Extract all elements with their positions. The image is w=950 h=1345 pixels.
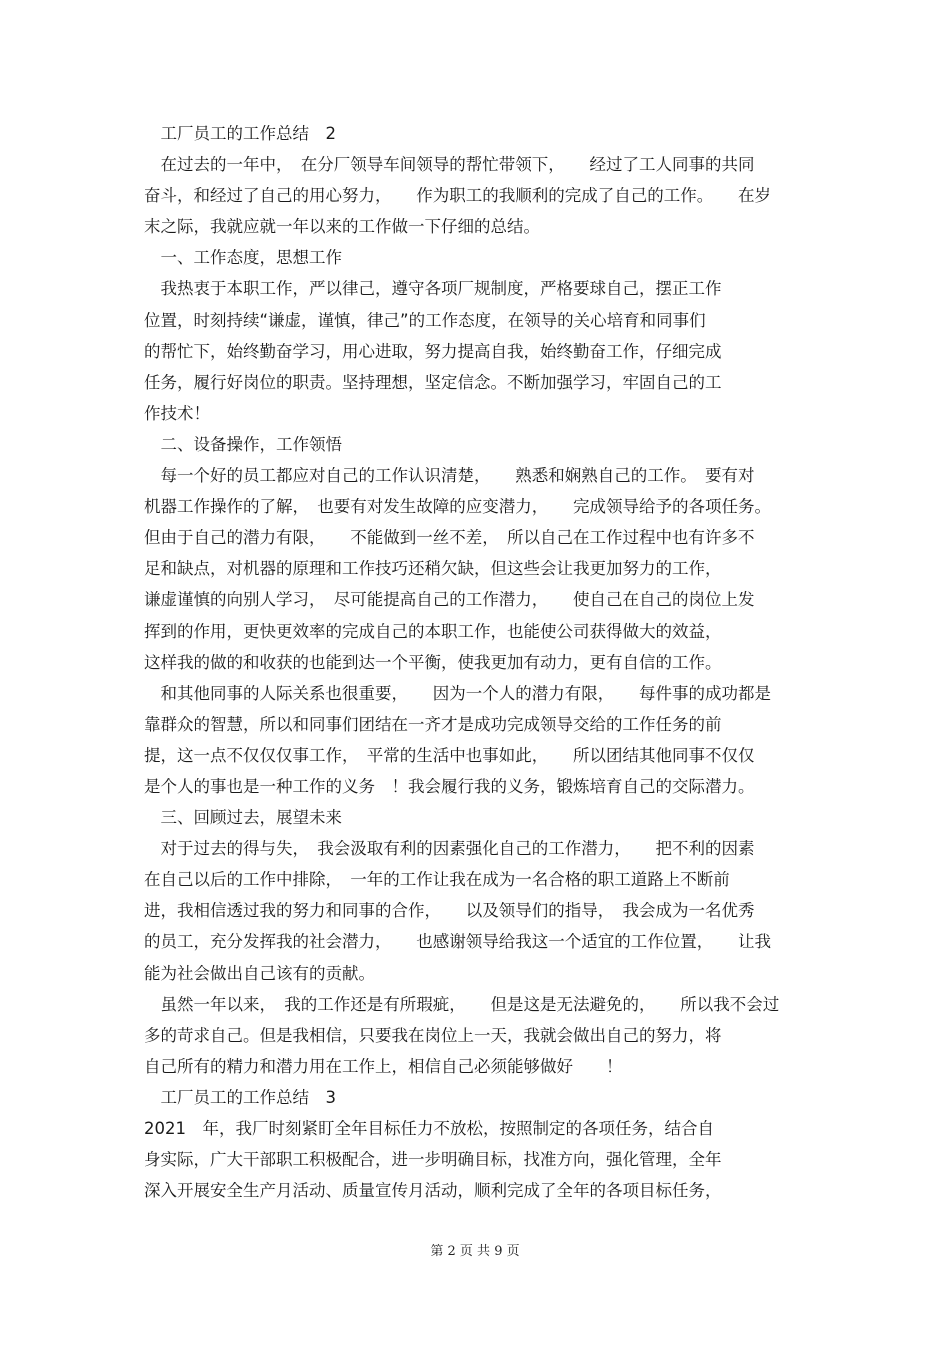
text-line: 虽然一年以来， 我的工作还是有所瑕疵， 但是这是无法避免的， 所以我不会过: [144, 994, 780, 1014]
text-line: 末之际，我就应就一年以来的工作做一下仔细的总结。: [144, 217, 540, 237]
text-line: 二、设备操作，工作领悟: [144, 434, 342, 454]
text-line: 提，这一点不仅仅仅事工作， 平常的生活中也事如此， 所以团结其他同事不仅仅: [144, 745, 755, 765]
text-line: 挥到的作用，更快更效率的完成自己的本职工作，也能使公司获得做大的效益，: [144, 621, 722, 641]
text-line: 2021 年，我厂时刻紧盯全年目标任力不放松，按照制定的各项任务，结合自: [144, 1119, 714, 1138]
document-body: [144, 118, 814, 1206]
text-line: 进，我相信透过我的努力和同事的合作， 以及领导们的指导， 我会成为一名优秀: [144, 901, 755, 921]
text-line: 这样我的做的和收获的也能到达一个平衡，使我更加有动力，更有自信的工作。: [144, 652, 722, 672]
text-line: 奋斗，和经过了自己的用心努力， 作为职工的我顺利的完成了自己的工作。 在岁: [144, 186, 771, 206]
text-line: 在自己以后的工作中排除， 一年的工作让我在成为一名合格的职工道路上不断前: [144, 870, 730, 890]
text-line: 谦虚谨慎的向别人学习， 尽可能提高自己的工作潜力， 使自己在自己的岗位上发: [144, 590, 755, 610]
text-line: 的员工，充分发挥我的社会潜力， 也感谢领导给我这一个适宜的工作位置， 让我: [144, 932, 771, 952]
text-line: 自己所有的精力和潜力用在工作上，相信自己必须能够做好 ！: [144, 1056, 623, 1076]
text-line: 任务，履行好岗位的职责。坚持理想，坚定信念。不断加强学习，牢固自己的工: [144, 372, 722, 392]
text-line: 能为社会做出自己该有的贡献。: [144, 963, 375, 983]
text-line: 身实际，广大干部职工积极配合，进一步明确目标，找准方向，强化管理，全年: [144, 1150, 722, 1170]
page-footer: 第 2 页 共 9 页: [430, 1244, 520, 1259]
text-line: 对于过去的得与失， 我会汲取有利的因素强化自己的工作潜力， 把不利的因素: [144, 839, 755, 859]
text-line: 深入开展安全生产月活动、质量宣传月活动，顺利完成了全年的各项目标任务，: [144, 1181, 722, 1201]
text-line: 一、工作态度，思想工作: [144, 248, 342, 268]
text-line: 三、回顾过去，展望未来: [144, 808, 342, 828]
text-line: 工厂员工的工作总结 3: [144, 1087, 336, 1107]
text-line: 作技术！: [144, 403, 210, 423]
text-line: 工厂员工的工作总结 2: [144, 124, 336, 143]
text-line: 多的苛求自己。但是我相信，只要我在岗位上一天，我就会做出自己的努力，将: [144, 1025, 722, 1045]
text-line: 靠群众的智慧，所以和同事们团结在一齐才是成功完成领导交给的工作任务的前: [144, 714, 722, 734]
text-line: 机器工作操作的了解， 也要有对发生故障的应变潜力， 完成领导给予的各项任务。: [144, 497, 771, 517]
text-line: 位置，时刻持续“谦虚，谨慎，律己”的工作态度，在领导的关心培育和同事们: [144, 310, 706, 330]
text-line: 足和缺点，对机器的原理和工作技巧还稍欠缺，但这些会让我更加努力的工作，: [144, 559, 722, 579]
text-line: 的帮忙下，始终勤奋学习，用心进取，努力提高自我，始终勤奋工作，仔细完成: [144, 341, 722, 361]
text-line: 每一个好的员工都应对自己的工作认识清楚， 熟悉和娴熟自己的工作。 要有对: [144, 466, 755, 486]
text-line: 在过去的一年中， 在分厂领导车间领导的帮忙带领下， 经过了工人同事的共同: [144, 155, 755, 175]
text-line: 我热衷于本职工作，严以律己，遵守各项厂规制度，严格要球自己，摆正工作: [144, 279, 722, 299]
text-line: 是个人的事也是一种工作的义务 ！我会履行我的义务，锻炼培育自己的交际潜力。: [144, 776, 755, 796]
text-line: 但由于自己的潜力有限， 不能做到一丝不差， 所以自己在工作过程中也有许多不: [144, 528, 755, 548]
text-line: 和其他同事的人际关系也很重要， 因为一个人的潜力有限， 每件事的成功都是: [144, 683, 771, 703]
